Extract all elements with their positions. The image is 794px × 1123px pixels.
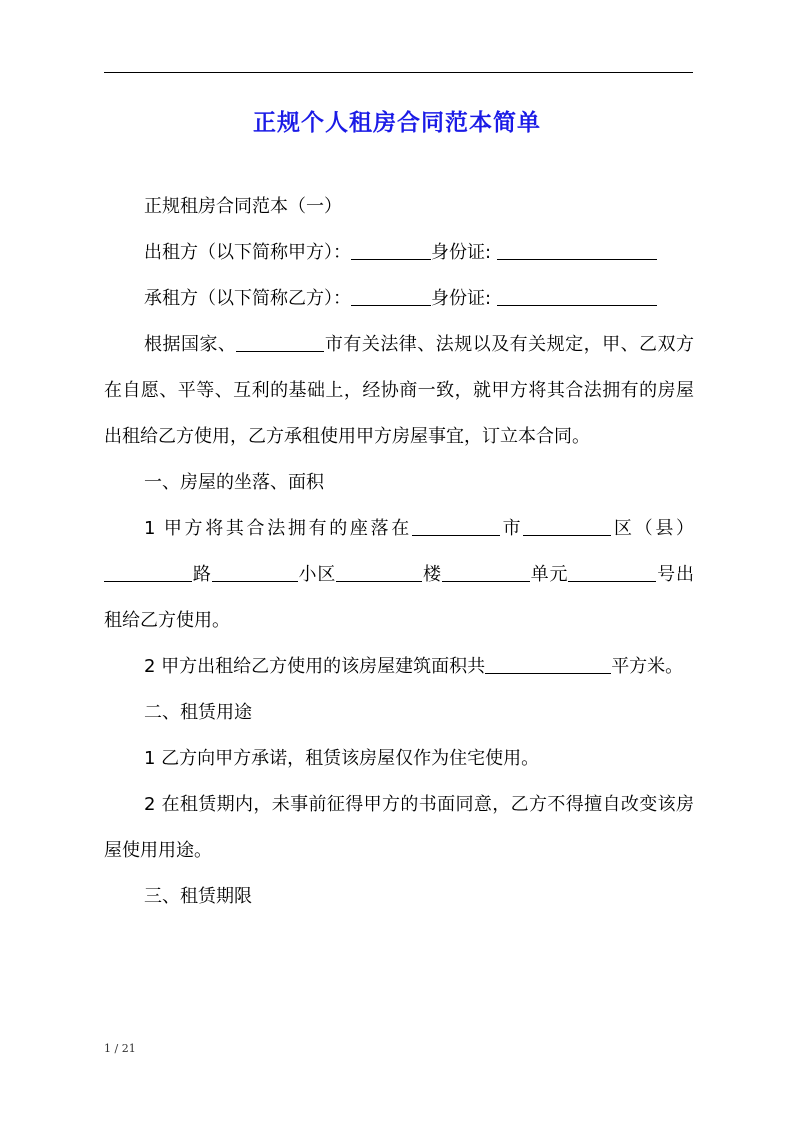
section2-paragraph2: 2 在租赁期内，未事前征得甲方的书面同意，乙方不得擅自改变该房屋使用用途。: [104, 794, 694, 861]
road-blank: [104, 563, 192, 582]
lessor-id-blank: [497, 241, 657, 260]
building-label: 楼: [422, 564, 442, 585]
lessee-id-blank: [497, 287, 657, 306]
community-blank: [212, 563, 298, 582]
intro-paragraph: [104, 322, 694, 460]
section1-title: 一、房屋的坐落、面积: [144, 472, 324, 493]
number-blank: [568, 563, 656, 582]
s1p1-end: 出租给乙方使用。: [104, 564, 695, 631]
document-title: 正规个人租房合同范本简单: [253, 110, 541, 136]
lessor-id-label: 身份证:: [431, 242, 492, 263]
number-label: 号: [656, 564, 677, 585]
intro-city-blank: [236, 333, 324, 352]
section2-title: 二、租赁用途: [144, 702, 252, 723]
city-blank: [412, 517, 500, 536]
lessee-label: 承租方（以下简称乙方）：: [144, 288, 351, 309]
header-rule: [104, 72, 693, 73]
lessee-id-label: 身份证:: [431, 288, 492, 309]
sample-heading: 正规租房合同范本（一）: [144, 196, 342, 217]
section2-paragraph1: 1 乙方向甲方承诺，租赁该房屋仅作为住宅使用。: [144, 748, 540, 769]
road-label: 路: [192, 564, 212, 585]
community-label: 小区: [297, 564, 337, 585]
lessee-line: [104, 276, 694, 322]
document-body: [104, 184, 694, 920]
lessor-label: 出租方（以下简称甲方）：: [144, 242, 351, 263]
section3-title: 三、租赁期限: [144, 886, 252, 907]
lessor-name-blank: [351, 241, 431, 260]
area-blank: [485, 655, 611, 674]
district-blank: [523, 517, 611, 536]
section1-paragraph1: [104, 506, 694, 644]
lessee-name-blank: [351, 287, 431, 306]
page-number: 1 / 21: [104, 1042, 136, 1055]
s1p2-start: 2 甲方出租给乙方使用的该房屋建筑面积共: [144, 656, 486, 677]
unit-label: 单元: [529, 564, 569, 585]
intro-rest: 市有关法律、法规以及有关规定，甲、乙双方在自愿、平等、互利的基础上，经协商一致，就甲方将其合法拥有的房屋出租给乙方使用，乙方承租使用甲方房屋事宜，订立本合同。: [104, 334, 695, 447]
lessor-line: [104, 230, 694, 276]
city-label: 市: [499, 518, 524, 539]
district-label: 区（县）: [611, 518, 695, 539]
s1p2-end: 平方米。: [611, 656, 684, 677]
intro-start: 根据国家、: [144, 334, 237, 355]
building-blank: [336, 563, 422, 582]
s1p1-start: 1 甲方将其合法拥有的座落在: [144, 518, 412, 539]
section1-paragraph2: [104, 644, 694, 690]
unit-blank: [442, 563, 530, 582]
